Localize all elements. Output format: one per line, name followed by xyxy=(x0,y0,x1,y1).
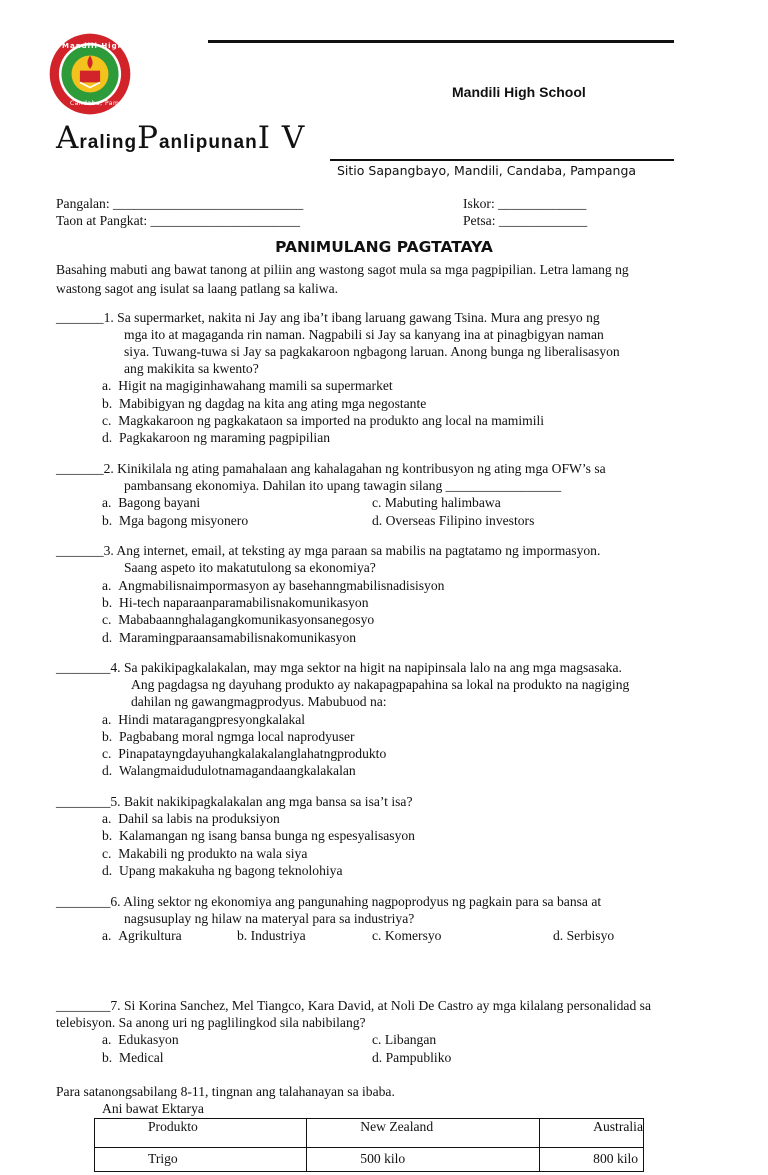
logo-text-bottom: Candaba, Pampanga xyxy=(70,100,141,107)
q2-choice-d[interactable]: d. Overseas Filipino investors xyxy=(372,513,535,528)
q5-choice-c[interactable]: c. Makabili ng produkto na wala siya xyxy=(102,846,308,861)
q4-choice-c[interactable]: c. Pinapatayngdayuhangkalakalanglahatngprodukto xyxy=(102,746,387,761)
q6-choice-c[interactable]: c. Komersyo xyxy=(372,928,442,943)
q5-choice-d[interactable]: d. Upang makakuha ng bagong teknolohiya xyxy=(102,863,343,878)
table-cell: Trigo xyxy=(95,1148,307,1172)
table-header-cell: New Zealand xyxy=(307,1119,540,1148)
subject-title xyxy=(56,120,305,156)
subject-part-anlipunan: anlipunan xyxy=(158,132,258,153)
question-4-line-2: Ang pagdagsa ng dayuhang produkto ay nakapagpapahina sa lokal na produkto na nagiging xyxy=(131,677,630,692)
q1-choice-d[interactable]: d. Pagkakaroon ng maraming pagpipilian xyxy=(102,430,331,445)
q4-choice-d[interactable]: d. Walangmaidudulotnamagandaangkalakalan xyxy=(102,763,356,778)
question-1-line-1: _______1. Sa supermarket, nakita ni Jay ang iba’t ibang laruang gawang Tsina. Mura ang presyo ng xyxy=(56,310,600,325)
q1-choice-b[interactable]: b. Mabibigyan ng dagdag na kita ang ating mga negostante xyxy=(102,396,427,411)
header-rule-bottom xyxy=(330,159,674,161)
q7-choice-b[interactable]: b. Medical xyxy=(102,1050,164,1065)
page-title: PANIMULANG PAGTATAYA xyxy=(275,238,493,256)
q2-choice-c[interactable]: c. Mabuting halimbawa xyxy=(372,495,501,510)
q4-choice-b[interactable]: b. Pagbabang moral ngmga local naprodyuser xyxy=(102,729,355,744)
question-7-line-2: telebisyon. Sa anong uri ng paglilingkod sila nabibilang? xyxy=(56,1015,366,1030)
question-3-line-1: _______3. Ang internet, email, at teksting ay mga paraan sa mabilis na pagtatamo ng impormasyon. xyxy=(56,543,601,558)
q6-choice-b[interactable]: b. Industriya xyxy=(237,928,306,943)
q1-choice-a[interactable]: a. Higit na magiginhawahang mamili sa supermarket xyxy=(102,378,393,393)
instructions-line-1: Basahing mabuti ang bawat tanong at piliin ang wastong sagot mula sa mga pagpipilian. Letra lamang ng xyxy=(56,262,629,277)
q7-choice-d[interactable]: d. Pampubliko xyxy=(372,1050,452,1065)
question-7-line-1: ________7. Si Korina Sanchez, Mel Tiangco, Kara David, at Noli De Castro ay mga kilalang personalidad sa xyxy=(56,998,651,1013)
q7-choice-c[interactable]: c. Libangan xyxy=(372,1032,437,1047)
question-6-line-2: nagsusuplay ng hilaw na materyal para sa industriya? xyxy=(124,911,415,926)
subject-letter-i: I xyxy=(257,120,271,156)
table-cell: 500 kilo xyxy=(307,1148,540,1172)
table-header-row xyxy=(95,1119,644,1148)
table-header-cell: Australia xyxy=(540,1119,644,1148)
q6-choice-d[interactable]: d. Serbisyo xyxy=(553,928,615,943)
subject-letter-a: A xyxy=(56,120,80,156)
score-field[interactable]: Iskor: _____________ xyxy=(463,196,587,211)
q3-choice-c[interactable]: c. Mababaannghalagangkomunikasyonsanegosyo xyxy=(102,612,375,627)
q6-choice-a[interactable]: a. Agrikultura xyxy=(102,928,182,943)
table-intro: Para satanongsabilang 8-11, tingnan ang talahanayan sa ibaba. xyxy=(56,1084,395,1099)
subject-letter-v: V xyxy=(281,120,306,156)
logo-text-top: Mandili High School xyxy=(62,42,160,50)
year-section-field[interactable]: Taon at Pangkat: ______________________ xyxy=(56,213,301,228)
q5-choice-b[interactable]: b. Kalamangan ng isang bansa bunga ng espesyalisasyon xyxy=(102,828,415,843)
table-caption: Ani bawat Ektarya xyxy=(102,1101,204,1116)
q3-choice-d[interactable]: d. Maramingparaansamabilisnakomunikasyon xyxy=(102,630,357,645)
name-field[interactable]: Pangalan: ____________________________ xyxy=(56,196,304,211)
yield-table xyxy=(94,1118,644,1172)
q7-choice-a[interactable]: a. Edukasyon xyxy=(102,1032,179,1047)
q2-choice-b[interactable]: b. Mga bagong misyonero xyxy=(102,513,249,528)
q5-choice-a[interactable]: a. Dahil sa labis na produksiyon xyxy=(102,811,280,826)
date-field[interactable]: Petsa: _____________ xyxy=(463,213,588,228)
table-row xyxy=(95,1148,644,1172)
question-4-line-3: dahilan ng gawangmagprodyus. Mabubuod na: xyxy=(131,694,387,709)
subject-letter-p: P xyxy=(137,120,159,156)
q3-choice-b[interactable]: b. Hi-tech naparaanparamabilisnakomunikasyon xyxy=(102,595,369,610)
school-name: Mandili High School xyxy=(452,84,586,100)
question-2-line-1: _______2. Kinikilala ng ating pamahalaan ang kahalagahan ng kontribusyon ng ating mga OFW’s sa xyxy=(56,461,606,476)
question-1-line-2: mga ito at magaganda rin naman. Nagpabili si Jay sa kanyang ina at pinagbigyan naman xyxy=(124,327,604,342)
table-cell: 800 kilo xyxy=(540,1148,644,1172)
header-rule-top xyxy=(208,40,674,43)
school-address: Sitio Sapangbayo, Mandili, Candaba, Pampanga xyxy=(337,163,637,178)
question-4-line-1: ________4. Sa pakikipagkalakalan, may mga sektor na higit na napipinsala lalo na ang mga magsasaka. xyxy=(56,660,622,675)
q3-choice-a[interactable]: a. Angmabilisnaimpormasyon ay basehanngmabilisnadisisyon xyxy=(102,578,445,593)
q2-choice-a[interactable]: a. Bagong bayani xyxy=(102,495,201,510)
question-2-line-2: pambansang ekonomiya. Dahilan ito upang tawagin silang _________________ xyxy=(124,478,562,493)
table-header-cell: Produkto xyxy=(95,1119,307,1148)
question-5-line-1: ________5. Bakit nakikipagkalakalan ang mga bansa sa isa’t isa? xyxy=(56,794,413,809)
instructions-line-2: wastong sagot ang isulat sa laang patlang sa kaliwa. xyxy=(56,281,338,296)
question-3-line-2: Saang aspeto ito makatutulong sa ekonomiya? xyxy=(124,560,376,575)
question-1-line-3: siya. Tuwang-tuwa si Jay sa pagkakaroon ngbagong laruan. Anong bunga ng liberalisasyon xyxy=(124,344,620,359)
q1-choice-c[interactable]: c. Magkakaroon ng pagkakataon sa imported na produkto ang local na mamimili xyxy=(102,413,545,428)
question-1-line-4: ang makikita sa kwento? xyxy=(124,361,259,376)
q4-choice-a[interactable]: a. Hindi mataragangpresyongkalakal xyxy=(102,712,306,727)
subject-part-raling: raling xyxy=(79,132,138,153)
question-6-line-1: ________6. Aling sektor ng ekonomiya ang pangunahing nagpoprodyus ng pagkain para sa bansa at xyxy=(56,894,602,909)
